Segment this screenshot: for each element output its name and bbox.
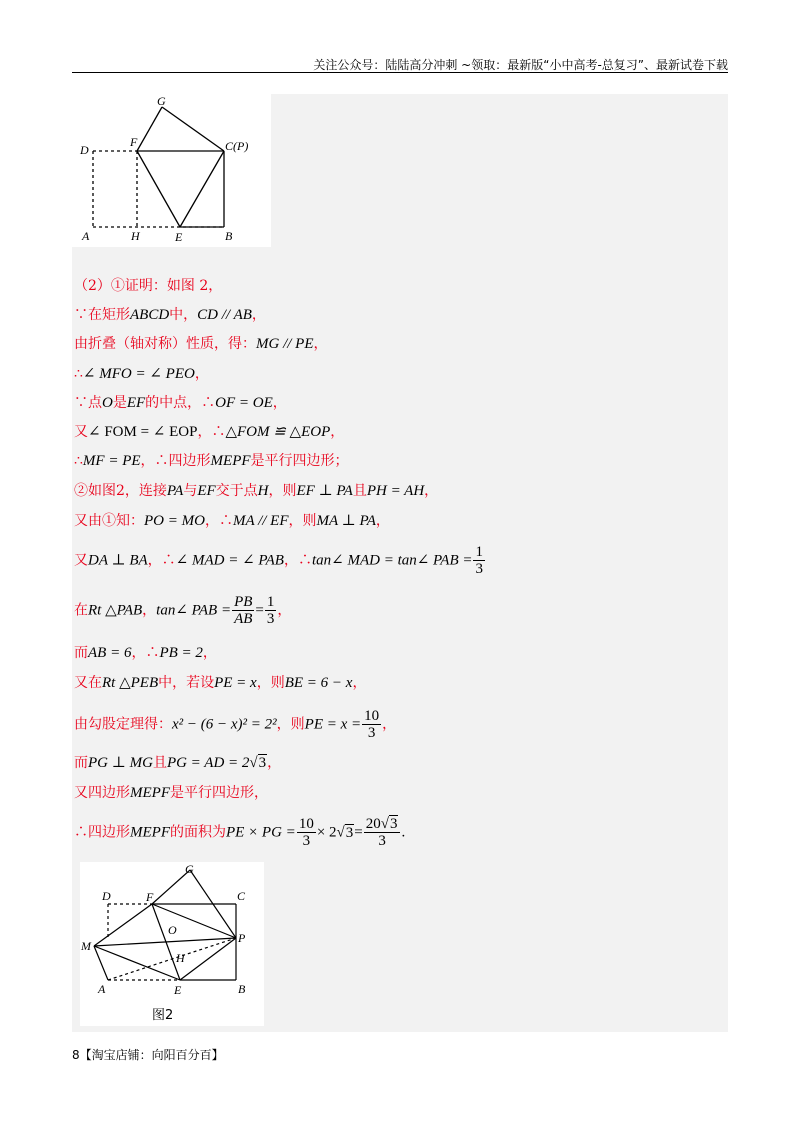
line-8: ②如图2，连接PA与EF交于点H，则EF ⊥ PA且PH = AH， xyxy=(74,483,439,499)
line-6: 又∠ FOM = ∠ EOP，∴△FOM ≌ △EOP， xyxy=(74,424,345,440)
line-10: 又DA ⊥ BA，∴∠ MAD = ∠ PAB，∴tan∠ MAD = tan∠ PAB = $\frac{1}{3}$ xyxy=(74,544,483,577)
label-f: F xyxy=(130,135,138,149)
line-9: 又由①知：PO = MO，∴MA // EF，则MA ⊥ PA， xyxy=(74,513,390,529)
figure-1-diagram xyxy=(72,94,271,247)
label-a: A xyxy=(98,982,106,996)
label-p: P xyxy=(238,931,246,945)
page-header xyxy=(72,52,728,73)
label-m: M xyxy=(81,939,91,953)
label-c: C(P) xyxy=(225,139,249,153)
fraction-one-third: $\frac{1}{3}$ xyxy=(475,544,483,577)
line-4: ∴∠ MFO = ∠ PEO， xyxy=(74,366,209,382)
label-c: C xyxy=(237,889,246,903)
line-13: 又在Rt △PEB中，若设PE = x，则BE = 6 − x， xyxy=(74,675,367,691)
fraction-pb-ab: $\frac{PB}{AB}$ xyxy=(234,594,253,627)
header-text: 关注公众号：陆陆高分冲刺 ~领取：最新版“小中高考-总复习”、最新试卷下载 xyxy=(313,58,728,72)
line-16: 又四边形MEPF是平行四边形， xyxy=(74,785,268,801)
fraction-ten-thirds: $\frac{10}{3}$ xyxy=(364,708,380,741)
label-d: D xyxy=(102,889,111,903)
line-1: （2）①证明：如图 2， xyxy=(74,278,223,294)
label-h: H xyxy=(176,951,185,965)
line-14: 由勾股定理得：x² − (6 − x)² = 2²，则PE = x = $\frac{10}{3}$ ， xyxy=(74,708,397,741)
figure-2-caption: 图2 xyxy=(152,1008,174,1023)
line-5: ∵点O是EF的中点，∴OF = OE， xyxy=(74,395,287,411)
fraction-one-third: $\frac{1}{3}$ xyxy=(266,594,275,627)
figure-1 xyxy=(72,94,271,247)
line-2: ∵在矩形ABCD中，CD // AB， xyxy=(74,307,266,323)
line-7: ∴MF = PE，∴四边形MEPF是平行四边形； xyxy=(74,453,349,469)
label-h: H xyxy=(131,229,140,243)
label-d: D xyxy=(80,143,89,157)
label-e: E xyxy=(174,983,182,997)
label-o: O xyxy=(168,923,177,937)
label-g: G xyxy=(157,94,166,108)
label-g: G xyxy=(185,862,194,876)
label-e: E xyxy=(175,230,183,244)
line-12: 而AB = 6，∴PB = 2， xyxy=(74,645,217,661)
line-17: ∴四边形MEPF的面积为PE × PG = $\frac{10}{3}$ × 2√3= $\frac{20√3}{3}$ . xyxy=(74,816,406,849)
line-3: 由折叠（轴对称）性质，得：MG // PE， xyxy=(74,336,328,352)
line-15: 而PG ⊥ MG且PG = AD = 2√3， xyxy=(74,755,282,771)
fraction-ten-thirds: $\frac{10}{3}$ xyxy=(298,816,314,849)
line-11: 在Rt △PAB，tan∠ PAB = $\frac{PB}{AB}$ = $\frac{1}{3}$ ， xyxy=(74,594,292,627)
label-b: B xyxy=(238,982,246,996)
figure-2-diagram xyxy=(80,862,264,1026)
fraction-twenty-root3-thirds: $\frac{20√3}{3}$ xyxy=(364,816,401,849)
figure-2 xyxy=(80,862,264,1026)
label-f: F xyxy=(146,890,154,904)
solution-panel xyxy=(72,94,728,1032)
label-b: B xyxy=(225,229,233,243)
label-a: A xyxy=(82,229,90,243)
page-footer: 8【淘宝店铺：向阳百分百】 xyxy=(72,1048,224,1062)
